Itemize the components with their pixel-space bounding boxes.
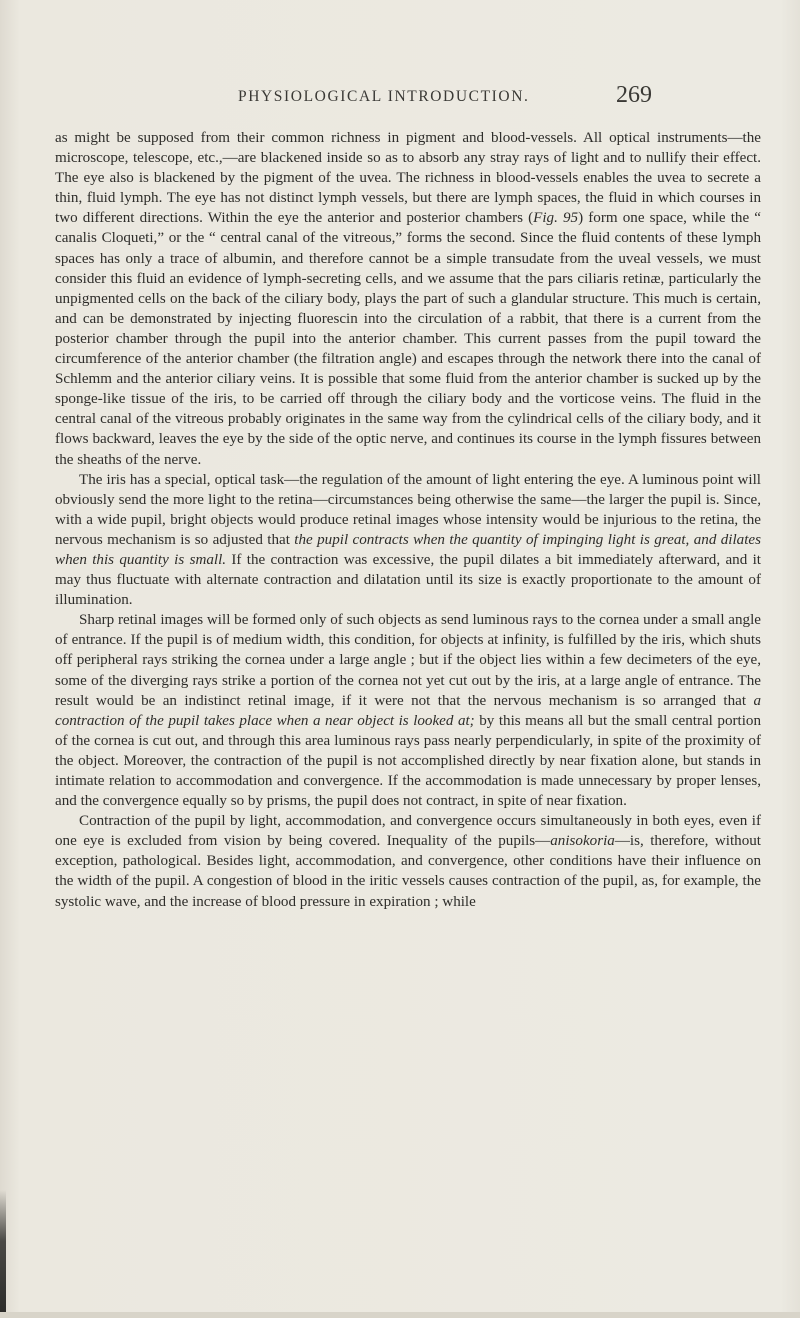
text-span: Sharp retinal images will be formed only of such objects as send luminous rays to the cornea under a small angle of entrance. If the pupil is of medium width, this condition, for objects at infinity, is fulfilled by the iris, which shuts off peripheral rays striking the cornea under a large angle ; but if the object lies within a few decimeters of the eye, some of the diverging rays strike a portion of the cornea not yet cut out by the iris, at a large angle of entrance. The result would be an indistinct retinal image, if it were not that the nervous mechanism is so arranged that [55, 612, 761, 709]
text-span: ) form one space, while the “ canalis Cloqueti,” or the “ central canal of the vitreous,” forms the second. Since the fluid contents of these lymph spaces has only a trace of albumin, and therefore cannot be a simple transudate from the uveal vessels, we must consider this fluid an evidence of lymph-secreting cells, and we assume that the pars ciliaris retinæ, particularly the unpigmented cells on the back of the ciliary body, plays the part of such a glandular structure. This much is certain, and can be demonstrated by injecting fluorescin into the circulation of a rabbit, that there is a current from the posterior chamber through the pupil into the anterior chamber. This current passes from the pupil toward the circumference of the anterior chamber (the filtration angle) and escapes through the network there into the canal of Schlemm and the anterior ciliary veins. It is possible that some fluid from the anterior chamber is sucked up by the sponge-like tissue of the iris, to be carried off through the ciliary body and the vorticose veins. The fluid in the central canal of the vitreous probably originates in the same way from the cylindrical cells of the ciliary body, and it flows backward, leaves the eye by the side of the optic nerve, and continues its course in the lymph fissures between the sheaths of the nerve. [55, 210, 762, 468]
text-span: as might be supposed from their common richness in pigment and blood-vessels. All optical instruments—the microscope, telescope, etc.,—are blackened inside so as to absorb any stray rays of light and to nullify their effect. The eye also is blackened by the pigment of the uvea. The richness in blood-vessels enables the uvea to secrete a thin, fluid lymph. The eye has not distinct lymph vessels, but there are lymph spaces, the fluid in which courses in two different directions. Within the eye the anterior and posterior chambers ( [55, 130, 761, 227]
text-span: by this means all but the small central portion of the cornea is cut out, and through this area luminous rays pass nearly perpendicularly, in spite of the proximity of the object. Moreover, the contraction of the pupil is not accomplished directly by near fixation alone, but stands in intimate relation to accommodation and convergence. If the accommodation is made unnecessary by proper lenses, and the convergence equally so by prisms, the pupil does not contract, in spite of near fixation. [55, 712, 761, 810]
figure-reference: Fig. 95 [533, 210, 579, 227]
page-number: 269 [616, 82, 652, 108]
text-span: If the contraction was excessive, the pupil dilates a bit immediately afterward, and it may thus fluctuate with alternate contraction and dilatation until its size is exactly proportionate to the amount of illumination. [55, 551, 761, 609]
running-head [0, 82, 800, 118]
paragraph-2 [55, 470, 761, 611]
text-span: The iris has a special, optical task—the regulation of the amount of light entering the eye. A luminous point will obviously send the more light to the retina—circumstances being otherwise the same—the larger the pupil is. Since, with a wide pupil, bright objects would produce retinal images whose intensity would be injurious to the retina, the nervous mechanism is so adjusted that [55, 471, 761, 548]
page-bottom-edge [0, 1312, 800, 1318]
paragraph-1 [55, 128, 761, 470]
text-span: —is, therefore, without exception, pathological. Besides light, accommodation, and convergence, other conditions have their influence on the width of the pupil. A congestion of blood in the iritic vessels causes contraction of the pupil, as, for example, the systolic wave, and the increase of blood pressure in expiration ; while [55, 833, 761, 910]
body-text [55, 128, 761, 912]
paragraph-4 [55, 811, 761, 911]
text-span: Contraction of the pupil by light, accommodation, and convergence occurs simultaneously in both eyes, even if one eye is excluded from vision by being covered. Inequality of the pupils— [55, 813, 761, 850]
paragraph-3 [55, 610, 761, 811]
emphasis-text: anisokoria [550, 833, 615, 850]
emphasis-text: the pupil contracts when the quantity of impinging light is great, and dilates when this quantity is small. [55, 531, 761, 568]
running-head-title: PHYSIOLOGICAL INTRODUCTION. [238, 88, 530, 105]
binding-shadow [0, 1190, 6, 1318]
emphasis-text: a contraction of the pupil takes place when a near object is looked at; [55, 692, 761, 729]
